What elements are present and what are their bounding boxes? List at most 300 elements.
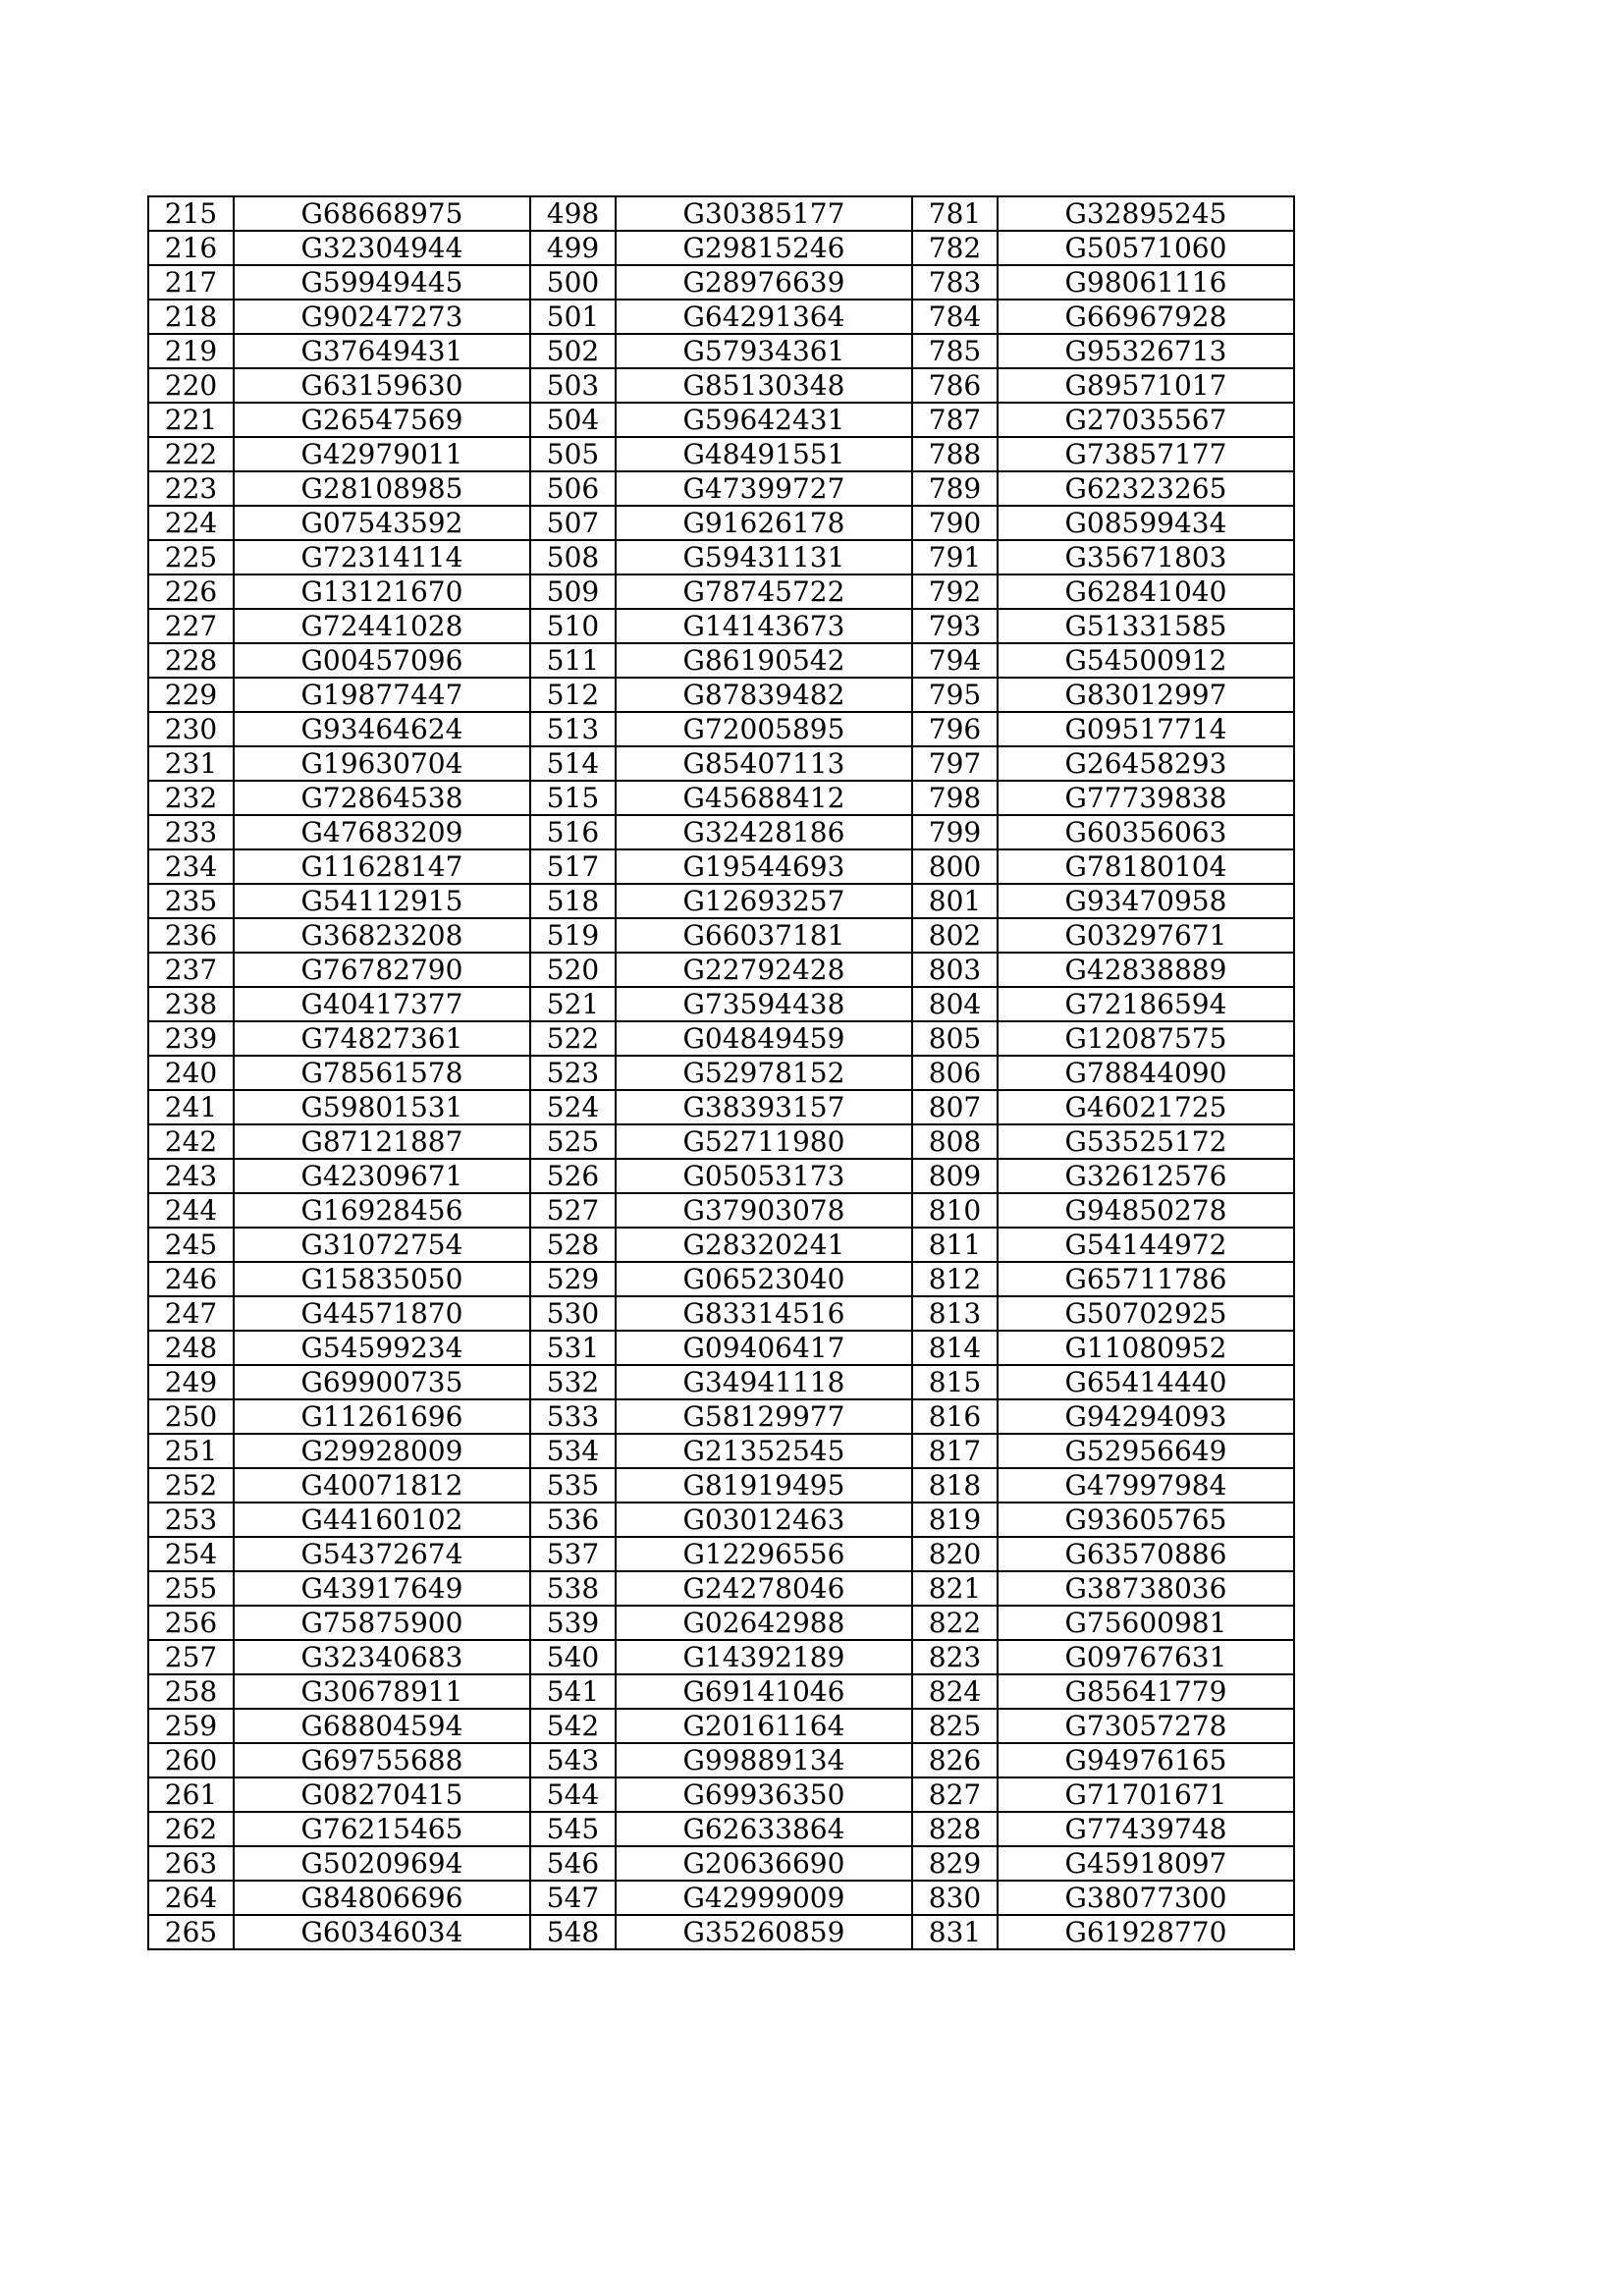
- code-value-cell: G85407113: [616, 746, 912, 781]
- data-table: [147, 195, 1295, 1950]
- code-value-cell: G95326713: [998, 334, 1294, 368]
- code-value-cell: G89571017: [998, 368, 1294, 403]
- code-value-cell: G24278046: [616, 1571, 912, 1606]
- row-number-cell: 544: [530, 1777, 616, 1812]
- code-value-cell: G42309671: [234, 1159, 530, 1193]
- row-number-cell: 526: [530, 1159, 616, 1193]
- row-number-cell: 229: [148, 678, 234, 712]
- row-number-cell: 225: [148, 540, 234, 574]
- row-number-cell: 805: [912, 1021, 998, 1056]
- code-value-cell: G69900735: [234, 1365, 530, 1399]
- row-number-cell: 506: [530, 471, 616, 506]
- code-value-cell: G66967928: [998, 300, 1294, 334]
- row-number-cell: 260: [148, 1743, 234, 1777]
- row-number-cell: 530: [530, 1296, 616, 1331]
- row-number-cell: 809: [912, 1159, 998, 1193]
- code-value-cell: G00457096: [234, 643, 530, 678]
- code-value-cell: G45688412: [616, 781, 912, 815]
- code-value-cell: G78844090: [998, 1056, 1294, 1090]
- row-number-cell: 546: [530, 1846, 616, 1881]
- row-number-cell: 503: [530, 368, 616, 403]
- code-value-cell: G71701671: [998, 1777, 1294, 1812]
- row-number-cell: 226: [148, 574, 234, 609]
- row-number-cell: 537: [530, 1537, 616, 1571]
- code-value-cell: G68668975: [234, 196, 530, 231]
- code-value-cell: G73857177: [998, 437, 1294, 471]
- row-number-cell: 803: [912, 953, 998, 987]
- code-value-cell: G52711980: [616, 1124, 912, 1159]
- row-number-cell: 819: [912, 1503, 998, 1537]
- row-number-cell: 538: [530, 1571, 616, 1606]
- row-number-cell: 534: [530, 1434, 616, 1468]
- table-row: [148, 1640, 1294, 1674]
- code-value-cell: G11261696: [234, 1399, 530, 1434]
- row-number-cell: 230: [148, 712, 234, 746]
- code-value-cell: G43917649: [234, 1571, 530, 1606]
- row-number-cell: 523: [530, 1056, 616, 1090]
- code-value-cell: G28320241: [616, 1228, 912, 1262]
- code-value-cell: G53525172: [998, 1124, 1294, 1159]
- code-value-cell: G06523040: [616, 1262, 912, 1296]
- row-number-cell: 815: [912, 1365, 998, 1399]
- row-number-cell: 256: [148, 1606, 234, 1640]
- code-value-cell: G14143673: [616, 609, 912, 643]
- code-value-cell: G77739838: [998, 781, 1294, 815]
- row-number-cell: 533: [530, 1399, 616, 1434]
- row-number-cell: 527: [530, 1193, 616, 1228]
- row-number-cell: 217: [148, 265, 234, 300]
- table-row: [148, 1365, 1294, 1399]
- row-number-cell: 785: [912, 334, 998, 368]
- row-number-cell: 522: [530, 1021, 616, 1056]
- code-value-cell: G28976639: [616, 265, 912, 300]
- row-number-cell: 235: [148, 884, 234, 918]
- code-value-cell: G59801531: [234, 1090, 530, 1124]
- code-value-cell: G42838889: [998, 953, 1294, 987]
- table-row: [148, 1262, 1294, 1296]
- row-number-cell: 262: [148, 1812, 234, 1846]
- code-value-cell: G38738036: [998, 1571, 1294, 1606]
- code-value-cell: G52978152: [616, 1056, 912, 1090]
- row-number-cell: 545: [530, 1812, 616, 1846]
- table-row: [148, 1743, 1294, 1777]
- row-number-cell: 813: [912, 1296, 998, 1331]
- row-number-cell: 221: [148, 403, 234, 437]
- row-number-cell: 501: [530, 300, 616, 334]
- code-value-cell: G50571060: [998, 231, 1294, 265]
- row-number-cell: 787: [912, 403, 998, 437]
- code-value-cell: G69755688: [234, 1743, 530, 1777]
- row-number-cell: 818: [912, 1468, 998, 1503]
- table-row: [148, 403, 1294, 437]
- row-number-cell: 216: [148, 231, 234, 265]
- row-number-cell: 232: [148, 781, 234, 815]
- table-row: [148, 781, 1294, 815]
- code-value-cell: G08599434: [998, 506, 1294, 540]
- code-value-cell: G30385177: [616, 196, 912, 231]
- row-number-cell: 812: [912, 1262, 998, 1296]
- row-number-cell: 215: [148, 196, 234, 231]
- table-row: [148, 1606, 1294, 1640]
- code-value-cell: G75875900: [234, 1606, 530, 1640]
- code-value-cell: G44571870: [234, 1296, 530, 1331]
- row-number-cell: 799: [912, 815, 998, 849]
- row-number-cell: 804: [912, 987, 998, 1021]
- row-number-cell: 499: [530, 231, 616, 265]
- code-value-cell: G65711786: [998, 1262, 1294, 1296]
- row-number-cell: 821: [912, 1571, 998, 1606]
- table-body: [148, 196, 1294, 1949]
- code-value-cell: G37903078: [616, 1193, 912, 1228]
- code-value-cell: G26458293: [998, 746, 1294, 781]
- row-number-cell: 508: [530, 540, 616, 574]
- row-number-cell: 224: [148, 506, 234, 540]
- code-value-cell: G72314114: [234, 540, 530, 574]
- code-value-cell: G73594438: [616, 987, 912, 1021]
- row-number-cell: 511: [530, 643, 616, 678]
- table-row: [148, 368, 1294, 403]
- code-value-cell: G35260859: [616, 1915, 912, 1949]
- row-number-cell: 518: [530, 884, 616, 918]
- code-value-cell: G46021725: [998, 1090, 1294, 1124]
- row-number-cell: 512: [530, 678, 616, 712]
- code-value-cell: G05053173: [616, 1159, 912, 1193]
- row-number-cell: 222: [148, 437, 234, 471]
- table-row: [148, 506, 1294, 540]
- row-number-cell: 798: [912, 781, 998, 815]
- code-value-cell: G32612576: [998, 1159, 1294, 1193]
- row-number-cell: 249: [148, 1365, 234, 1399]
- code-value-cell: G19877447: [234, 678, 530, 712]
- code-value-cell: G32428186: [616, 815, 912, 849]
- code-value-cell: G60356063: [998, 815, 1294, 849]
- code-value-cell: G09767631: [998, 1640, 1294, 1674]
- code-value-cell: G98061116: [998, 265, 1294, 300]
- table-row: [148, 1468, 1294, 1503]
- code-value-cell: G16928456: [234, 1193, 530, 1228]
- code-value-cell: G91626178: [616, 506, 912, 540]
- code-value-cell: G74827361: [234, 1021, 530, 1056]
- table-row: [148, 1571, 1294, 1606]
- code-value-cell: G59949445: [234, 265, 530, 300]
- row-number-cell: 519: [530, 918, 616, 953]
- code-value-cell: G14392189: [616, 1640, 912, 1674]
- row-number-cell: 219: [148, 334, 234, 368]
- code-value-cell: G42979011: [234, 437, 530, 471]
- row-number-cell: 810: [912, 1193, 998, 1228]
- table-row: [148, 815, 1294, 849]
- code-value-cell: G52956649: [998, 1434, 1294, 1468]
- row-number-cell: 514: [530, 746, 616, 781]
- code-value-cell: G08270415: [234, 1777, 530, 1812]
- table-row: [148, 1228, 1294, 1262]
- table-row: [148, 1777, 1294, 1812]
- row-number-cell: 786: [912, 368, 998, 403]
- row-number-cell: 261: [148, 1777, 234, 1812]
- row-number-cell: 784: [912, 300, 998, 334]
- table-row: [148, 1090, 1294, 1124]
- row-number-cell: 783: [912, 265, 998, 300]
- row-number-cell: 524: [530, 1090, 616, 1124]
- row-number-cell: 817: [912, 1434, 998, 1468]
- code-value-cell: G40417377: [234, 987, 530, 1021]
- table-row: [148, 609, 1294, 643]
- code-value-cell: G37649431: [234, 334, 530, 368]
- table-row: [148, 334, 1294, 368]
- code-value-cell: G83012997: [998, 678, 1294, 712]
- row-number-cell: 231: [148, 746, 234, 781]
- row-number-cell: 517: [530, 849, 616, 884]
- code-value-cell: G27035567: [998, 403, 1294, 437]
- code-value-cell: G93605765: [998, 1503, 1294, 1537]
- code-value-cell: G63159630: [234, 368, 530, 403]
- code-value-cell: G29815246: [616, 231, 912, 265]
- row-number-cell: 264: [148, 1881, 234, 1915]
- row-number-cell: 248: [148, 1331, 234, 1365]
- code-value-cell: G60346034: [234, 1915, 530, 1949]
- row-number-cell: 257: [148, 1640, 234, 1674]
- row-number-cell: 240: [148, 1056, 234, 1090]
- row-number-cell: 807: [912, 1090, 998, 1124]
- table-row: [148, 884, 1294, 918]
- table-row: [148, 1159, 1294, 1193]
- row-number-cell: 243: [148, 1159, 234, 1193]
- code-value-cell: G38393157: [616, 1090, 912, 1124]
- row-number-cell: 800: [912, 849, 998, 884]
- row-number-cell: 242: [148, 1124, 234, 1159]
- code-value-cell: G21352545: [616, 1434, 912, 1468]
- table-row: [148, 437, 1294, 471]
- row-number-cell: 515: [530, 781, 616, 815]
- table-row: [148, 1846, 1294, 1881]
- row-number-cell: 247: [148, 1296, 234, 1331]
- code-value-cell: G77439748: [998, 1812, 1294, 1846]
- code-value-cell: G03012463: [616, 1503, 912, 1537]
- row-number-cell: 828: [912, 1812, 998, 1846]
- row-number-cell: 223: [148, 471, 234, 506]
- row-number-cell: 543: [530, 1743, 616, 1777]
- code-value-cell: G93464624: [234, 712, 530, 746]
- code-value-cell: G57934361: [616, 334, 912, 368]
- row-number-cell: 825: [912, 1709, 998, 1743]
- row-number-cell: 795: [912, 678, 998, 712]
- code-value-cell: G20636690: [616, 1846, 912, 1881]
- row-number-cell: 801: [912, 884, 998, 918]
- row-number-cell: 263: [148, 1846, 234, 1881]
- table-row: [148, 471, 1294, 506]
- code-value-cell: G50209694: [234, 1846, 530, 1881]
- row-number-cell: 827: [912, 1777, 998, 1812]
- table-row: [148, 1881, 1294, 1915]
- row-number-cell: 820: [912, 1537, 998, 1571]
- row-number-cell: 241: [148, 1090, 234, 1124]
- row-number-cell: 824: [912, 1674, 998, 1709]
- table-row: [148, 643, 1294, 678]
- code-value-cell: G22792428: [616, 953, 912, 987]
- row-number-cell: 536: [530, 1503, 616, 1537]
- code-value-cell: G12087575: [998, 1021, 1294, 1056]
- code-value-cell: G78745722: [616, 574, 912, 609]
- row-number-cell: 531: [530, 1331, 616, 1365]
- row-number-cell: 504: [530, 403, 616, 437]
- code-value-cell: G51331585: [998, 609, 1294, 643]
- row-number-cell: 525: [530, 1124, 616, 1159]
- row-number-cell: 829: [912, 1846, 998, 1881]
- row-number-cell: 814: [912, 1331, 998, 1365]
- row-number-cell: 218: [148, 300, 234, 334]
- code-value-cell: G11628147: [234, 849, 530, 884]
- row-number-cell: 816: [912, 1399, 998, 1434]
- row-number-cell: 250: [148, 1399, 234, 1434]
- row-number-cell: 542: [530, 1709, 616, 1743]
- row-number-cell: 521: [530, 987, 616, 1021]
- table-row: [148, 1674, 1294, 1709]
- code-value-cell: G47399727: [616, 471, 912, 506]
- table-row: [148, 196, 1294, 231]
- code-value-cell: G32895245: [998, 196, 1294, 231]
- row-number-cell: 265: [148, 1915, 234, 1949]
- code-value-cell: G30678911: [234, 1674, 530, 1709]
- row-number-cell: 789: [912, 471, 998, 506]
- row-number-cell: 794: [912, 643, 998, 678]
- table-row: [148, 540, 1294, 574]
- code-value-cell: G64291364: [616, 300, 912, 334]
- row-number-cell: 822: [912, 1606, 998, 1640]
- row-number-cell: 244: [148, 1193, 234, 1228]
- code-value-cell: G81919495: [616, 1468, 912, 1503]
- code-value-cell: G72864538: [234, 781, 530, 815]
- row-number-cell: 790: [912, 506, 998, 540]
- code-value-cell: G72441028: [234, 609, 530, 643]
- row-number-cell: 258: [148, 1674, 234, 1709]
- row-number-cell: 253: [148, 1503, 234, 1537]
- row-number-cell: 830: [912, 1881, 998, 1915]
- code-value-cell: G29928009: [234, 1434, 530, 1468]
- code-value-cell: G78561578: [234, 1056, 530, 1090]
- code-value-cell: G36823208: [234, 918, 530, 953]
- code-value-cell: G72186594: [998, 987, 1294, 1021]
- code-value-cell: G48491551: [616, 437, 912, 471]
- code-value-cell: G19544693: [616, 849, 912, 884]
- row-number-cell: 513: [530, 712, 616, 746]
- row-number-cell: 505: [530, 437, 616, 471]
- row-number-cell: 541: [530, 1674, 616, 1709]
- row-number-cell: 796: [912, 712, 998, 746]
- table-row: [148, 574, 1294, 609]
- code-value-cell: G65414440: [998, 1365, 1294, 1399]
- code-value-cell: G54144972: [998, 1228, 1294, 1262]
- row-number-cell: 498: [530, 196, 616, 231]
- code-value-cell: G09517714: [998, 712, 1294, 746]
- code-value-cell: G54372674: [234, 1537, 530, 1571]
- row-number-cell: 826: [912, 1743, 998, 1777]
- code-value-cell: G03297671: [998, 918, 1294, 953]
- code-value-cell: G93470958: [998, 884, 1294, 918]
- row-number-cell: 237: [148, 953, 234, 987]
- row-number-cell: 831: [912, 1915, 998, 1949]
- table-row: [148, 1709, 1294, 1743]
- code-value-cell: G58129977: [616, 1399, 912, 1434]
- code-value-cell: G85130348: [616, 368, 912, 403]
- row-number-cell: 234: [148, 849, 234, 884]
- row-number-cell: 509: [530, 574, 616, 609]
- table-row: [148, 1434, 1294, 1468]
- table-row: [148, 987, 1294, 1021]
- row-number-cell: 238: [148, 987, 234, 1021]
- code-value-cell: G62841040: [998, 574, 1294, 609]
- table-row: [148, 1331, 1294, 1365]
- code-value-cell: G59642431: [616, 403, 912, 437]
- table-row: [148, 1399, 1294, 1434]
- row-number-cell: 793: [912, 609, 998, 643]
- table-row: [148, 265, 1294, 300]
- row-number-cell: 792: [912, 574, 998, 609]
- row-number-cell: 823: [912, 1640, 998, 1674]
- code-value-cell: G94976165: [998, 1743, 1294, 1777]
- code-value-cell: G90247273: [234, 300, 530, 334]
- code-value-cell: G13121670: [234, 574, 530, 609]
- code-value-cell: G28108985: [234, 471, 530, 506]
- row-number-cell: 788: [912, 437, 998, 471]
- table-row: [148, 1296, 1294, 1331]
- row-number-cell: 245: [148, 1228, 234, 1262]
- row-number-cell: 797: [912, 746, 998, 781]
- code-value-cell: G12296556: [616, 1537, 912, 1571]
- table-row: [148, 746, 1294, 781]
- row-number-cell: 233: [148, 815, 234, 849]
- code-value-cell: G94294093: [998, 1399, 1294, 1434]
- row-number-cell: 791: [912, 540, 998, 574]
- code-value-cell: G47997984: [998, 1468, 1294, 1503]
- code-value-cell: G76215465: [234, 1812, 530, 1846]
- code-value-cell: G62633864: [616, 1812, 912, 1846]
- row-number-cell: 808: [912, 1124, 998, 1159]
- code-value-cell: G32340683: [234, 1640, 530, 1674]
- table-row: [148, 1193, 1294, 1228]
- table-row: [148, 1124, 1294, 1159]
- code-value-cell: G75600981: [998, 1606, 1294, 1640]
- row-number-cell: 251: [148, 1434, 234, 1468]
- code-value-cell: G83314516: [616, 1296, 912, 1331]
- row-number-cell: 500: [530, 265, 616, 300]
- code-value-cell: G12693257: [616, 884, 912, 918]
- code-value-cell: G19630704: [234, 746, 530, 781]
- row-number-cell: 529: [530, 1262, 616, 1296]
- row-number-cell: 539: [530, 1606, 616, 1640]
- row-number-cell: 782: [912, 231, 998, 265]
- code-value-cell: G38077300: [998, 1881, 1294, 1915]
- row-number-cell: 246: [148, 1262, 234, 1296]
- code-value-cell: G68804594: [234, 1709, 530, 1743]
- code-value-cell: G59431131: [616, 540, 912, 574]
- code-value-cell: G62323265: [998, 471, 1294, 506]
- row-number-cell: 811: [912, 1228, 998, 1262]
- code-value-cell: G45918097: [998, 1846, 1294, 1881]
- code-value-cell: G72005895: [616, 712, 912, 746]
- code-value-cell: G07543592: [234, 506, 530, 540]
- row-number-cell: 510: [530, 609, 616, 643]
- row-number-cell: 254: [148, 1537, 234, 1571]
- code-value-cell: G85641779: [998, 1674, 1294, 1709]
- table-row: [148, 1503, 1294, 1537]
- code-value-cell: G35671803: [998, 540, 1294, 574]
- code-value-cell: G44160102: [234, 1503, 530, 1537]
- code-value-cell: G69141046: [616, 1674, 912, 1709]
- code-value-cell: G31072754: [234, 1228, 530, 1262]
- table-row: [148, 712, 1294, 746]
- row-number-cell: 802: [912, 918, 998, 953]
- code-value-cell: G86190542: [616, 643, 912, 678]
